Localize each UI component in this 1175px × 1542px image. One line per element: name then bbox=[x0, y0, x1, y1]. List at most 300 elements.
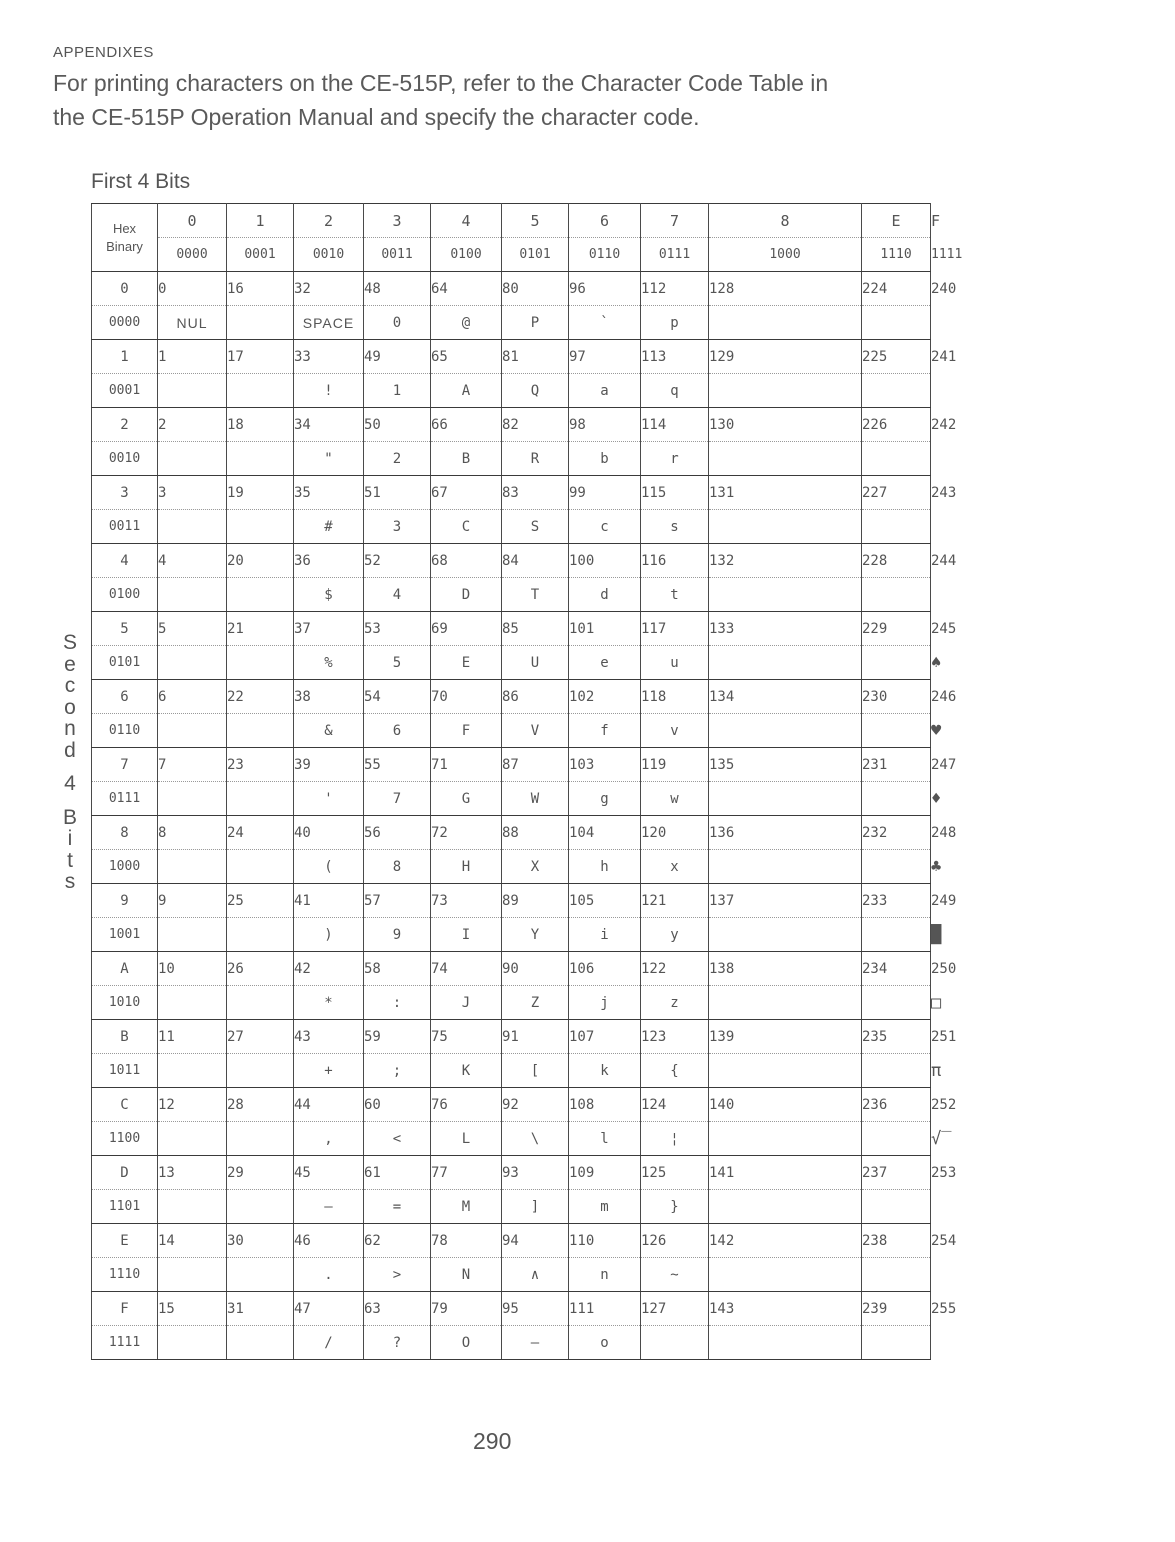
decimal-code: 142 bbox=[709, 1224, 862, 1258]
character-cell: # bbox=[294, 510, 364, 544]
column-binary: 0001 bbox=[227, 238, 294, 272]
character-cell bbox=[227, 782, 294, 816]
second-bits-letter: n bbox=[64, 717, 76, 740]
decimal-code: 99 bbox=[569, 476, 641, 510]
decimal-code: 122 bbox=[641, 952, 709, 986]
decimal-code: 110 bbox=[569, 1224, 641, 1258]
character-cell: % bbox=[294, 646, 364, 680]
character-cell bbox=[862, 1054, 931, 1088]
decimal-code: 16 bbox=[227, 272, 294, 306]
decimal-code: 8 bbox=[158, 816, 227, 850]
character-cell: } bbox=[641, 1190, 709, 1224]
decimal-code: 76 bbox=[431, 1088, 502, 1122]
character-cell: 6 bbox=[364, 714, 431, 748]
character-cell bbox=[227, 442, 294, 476]
character-cell bbox=[709, 374, 862, 408]
character-cell bbox=[641, 1326, 709, 1360]
row-hex: C bbox=[92, 1088, 158, 1122]
character-cell: y bbox=[641, 918, 709, 952]
character-cell bbox=[709, 714, 862, 748]
character-cell: 9 bbox=[364, 918, 431, 952]
character-cell: V bbox=[502, 714, 569, 748]
decimal-code: 7 bbox=[158, 748, 227, 782]
row-binary: 1011 bbox=[92, 1054, 158, 1088]
decimal-code: 22 bbox=[227, 680, 294, 714]
character-cell bbox=[227, 578, 294, 612]
row-binary: 0111 bbox=[92, 782, 158, 816]
character-cell: ' bbox=[294, 782, 364, 816]
table-row-decimal: 8 8 24 40 56 72 88 104 120 136 232 248 bbox=[92, 816, 931, 850]
decimal-code: 236 bbox=[862, 1088, 931, 1122]
table-row-character bbox=[92, 578, 931, 612]
character-cell: l bbox=[569, 1122, 641, 1156]
decimal-code: 135 bbox=[709, 748, 862, 782]
row-binary: 0101 bbox=[92, 646, 158, 680]
table-row-character bbox=[92, 306, 931, 340]
decimal-code: 31 bbox=[227, 1292, 294, 1326]
column-binary: 0011 bbox=[364, 238, 431, 272]
row-binary: 1000 bbox=[92, 850, 158, 884]
decimal-code: 119 bbox=[641, 748, 709, 782]
decimal-code: 56 bbox=[364, 816, 431, 850]
decimal-code: 231 bbox=[862, 748, 931, 782]
table-row-character: 1100 , < L \ l ¦ √‾ bbox=[92, 1122, 931, 1156]
decimal-code: 41 bbox=[294, 884, 364, 918]
decimal-code: 90 bbox=[502, 952, 569, 986]
decimal-code: 2 bbox=[158, 408, 227, 442]
character-cell bbox=[862, 510, 931, 544]
table-row-decimal: 5 5 21 37 53 69 85 101 117 133 229 245 bbox=[92, 612, 931, 646]
character-cell: C bbox=[431, 510, 502, 544]
row-binary: 0000 bbox=[92, 306, 158, 340]
decimal-code: 40 bbox=[294, 816, 364, 850]
character-cell: ~ bbox=[641, 1258, 709, 1292]
character-cell: N bbox=[431, 1258, 502, 1292]
character-cell: ] bbox=[502, 1190, 569, 1224]
character-cell bbox=[862, 714, 931, 748]
character-cell bbox=[227, 1326, 294, 1360]
character-cell: 7 bbox=[364, 782, 431, 816]
decimal-code: 238 bbox=[862, 1224, 931, 1258]
column-hex: 1 bbox=[227, 204, 294, 238]
character-cell: R bbox=[502, 442, 569, 476]
decimal-code: 60 bbox=[364, 1088, 431, 1122]
row-binary: 0110 bbox=[92, 714, 158, 748]
table-row-character: 0101 % 5 E U e u ♠ bbox=[92, 646, 931, 680]
column-binary: 1110 bbox=[862, 238, 931, 272]
decimal-code: 137 bbox=[709, 884, 862, 918]
decimal-code: 114 bbox=[641, 408, 709, 442]
column-hex: 7 bbox=[641, 204, 709, 238]
character-cell bbox=[158, 1190, 227, 1224]
character-cell: L bbox=[431, 1122, 502, 1156]
decimal-code: 33 bbox=[294, 340, 364, 374]
decimal-code: 235 bbox=[862, 1020, 931, 1054]
column-hex: 0 bbox=[158, 204, 227, 238]
row-binary: 0011 bbox=[92, 510, 158, 544]
character-cell bbox=[709, 1054, 862, 1088]
character-cell bbox=[709, 1326, 862, 1360]
decimal-code: 136 bbox=[709, 816, 862, 850]
decimal-code: 84 bbox=[502, 544, 569, 578]
decimal-code: 26 bbox=[227, 952, 294, 986]
character-cell: ! bbox=[294, 374, 364, 408]
table-row-character bbox=[92, 442, 931, 476]
decimal-code: 57 bbox=[364, 884, 431, 918]
character-cell bbox=[709, 986, 862, 1020]
decimal-code: 125 bbox=[641, 1156, 709, 1190]
column-binary: 0010 bbox=[294, 238, 364, 272]
decimal-code: 133 bbox=[709, 612, 862, 646]
character-cell bbox=[158, 1122, 227, 1156]
column-binary: 0101 bbox=[502, 238, 569, 272]
decimal-code: 13 bbox=[158, 1156, 227, 1190]
decimal-code: 27 bbox=[227, 1020, 294, 1054]
character-cell: > bbox=[364, 1258, 431, 1292]
character-cell bbox=[709, 578, 862, 612]
decimal-code: 93 bbox=[502, 1156, 569, 1190]
decimal-code: 66 bbox=[431, 408, 502, 442]
table-row-decimal: A 10 26 42 58 74 90 106 122 138 234 250 bbox=[92, 952, 931, 986]
character-cell bbox=[227, 306, 294, 340]
character-cell bbox=[862, 850, 931, 884]
intro-paragraph bbox=[53, 66, 953, 134]
decimal-code: 61 bbox=[364, 1156, 431, 1190]
decimal-code: 120 bbox=[641, 816, 709, 850]
row-binary: 1110 bbox=[92, 1258, 158, 1292]
character-cell bbox=[709, 1122, 862, 1156]
decimal-code: 55 bbox=[364, 748, 431, 782]
table-row-decimal: 1 1 17 33 49 65 81 97 113 129 225 241 bbox=[92, 340, 931, 374]
column-binary: 1000 bbox=[709, 238, 862, 272]
decimal-code: 121 bbox=[641, 884, 709, 918]
character-cell bbox=[227, 646, 294, 680]
decimal-code: 226 bbox=[862, 408, 931, 442]
row-binary: 0001 bbox=[92, 374, 158, 408]
table-row-decimal: F 15 31 47 63 79 95 111 127 143 239 255 bbox=[92, 1292, 931, 1326]
decimal-code: 132 bbox=[709, 544, 862, 578]
decimal-code: 0 bbox=[158, 272, 227, 306]
decimal-code: 44 bbox=[294, 1088, 364, 1122]
decimal-code: 106 bbox=[569, 952, 641, 986]
decimal-code: 74 bbox=[431, 952, 502, 986]
decimal-code: 227 bbox=[862, 476, 931, 510]
decimal-code: 68 bbox=[431, 544, 502, 578]
character-cell bbox=[709, 918, 862, 952]
decimal-code: 64 bbox=[431, 272, 502, 306]
character-cell: r bbox=[641, 442, 709, 476]
character-cell: E bbox=[431, 646, 502, 680]
table-row-decimal: D 13 29 45 61 77 93 109 125 141 237 253 bbox=[92, 1156, 931, 1190]
character-cell bbox=[227, 986, 294, 1020]
decimal-code: 134 bbox=[709, 680, 862, 714]
character-cell bbox=[158, 986, 227, 1020]
decimal-code: 37 bbox=[294, 612, 364, 646]
character-cell: s bbox=[641, 510, 709, 544]
decimal-code: 73 bbox=[431, 884, 502, 918]
character-cell: P bbox=[502, 306, 569, 340]
intro-line: For printing characters on the CE-515P, refer to the Character Code Table in bbox=[53, 70, 829, 96]
row-hex: F bbox=[92, 1292, 158, 1326]
character-cell bbox=[709, 510, 862, 544]
decimal-code: 233 bbox=[862, 884, 931, 918]
decimal-code: 102 bbox=[569, 680, 641, 714]
character-cell: < bbox=[364, 1122, 431, 1156]
character-cell bbox=[862, 918, 931, 952]
decimal-code: 95 bbox=[502, 1292, 569, 1326]
character-cell: D bbox=[431, 578, 502, 612]
decimal-code: 42 bbox=[294, 952, 364, 986]
decimal-code: 28 bbox=[227, 1088, 294, 1122]
character-cell: X bbox=[502, 850, 569, 884]
decimal-code: 78 bbox=[431, 1224, 502, 1258]
decimal-code: 86 bbox=[502, 680, 569, 714]
character-cell bbox=[862, 1258, 931, 1292]
column-binary: 0111 bbox=[641, 238, 709, 272]
character-cell bbox=[158, 578, 227, 612]
decimal-code: 232 bbox=[862, 816, 931, 850]
decimal-code: 124 bbox=[641, 1088, 709, 1122]
character-cell bbox=[709, 850, 862, 884]
row-binary: 0010 bbox=[92, 442, 158, 476]
character-cell bbox=[158, 646, 227, 680]
table-row-character: 1011 + ; K [ k { π bbox=[92, 1054, 931, 1088]
character-cell bbox=[158, 1258, 227, 1292]
character-cell: o bbox=[569, 1326, 641, 1360]
character-cell: * bbox=[294, 986, 364, 1020]
column-binary: 0000 bbox=[158, 238, 227, 272]
row-hex: 1 bbox=[92, 340, 158, 374]
decimal-code: 85 bbox=[502, 612, 569, 646]
character-cell: O bbox=[431, 1326, 502, 1360]
decimal-code: 30 bbox=[227, 1224, 294, 1258]
decimal-code: 72 bbox=[431, 816, 502, 850]
decimal-code: 105 bbox=[569, 884, 641, 918]
decimal-code: 1 bbox=[158, 340, 227, 374]
character-cell bbox=[709, 646, 862, 680]
character-cell: p bbox=[641, 306, 709, 340]
character-cell bbox=[862, 646, 931, 680]
row-hex: D bbox=[92, 1156, 158, 1190]
character-cell: = bbox=[364, 1190, 431, 1224]
character-cell bbox=[862, 442, 931, 476]
character-cell bbox=[158, 714, 227, 748]
row-hex: 6 bbox=[92, 680, 158, 714]
decimal-code: 9 bbox=[158, 884, 227, 918]
character-cell: : bbox=[364, 986, 431, 1020]
decimal-code: 10 bbox=[158, 952, 227, 986]
second-bits-letter: t bbox=[67, 848, 73, 872]
row-binary: 1001 bbox=[92, 918, 158, 952]
decimal-code: 100 bbox=[569, 544, 641, 578]
character-cell: k bbox=[569, 1054, 641, 1088]
intro-line: the CE-515P Operation Manual and specify the character code. bbox=[53, 104, 700, 130]
decimal-code: 80 bbox=[502, 272, 569, 306]
decimal-code: 19 bbox=[227, 476, 294, 510]
character-cell: NUL bbox=[158, 306, 227, 340]
character-cell: c bbox=[569, 510, 641, 544]
character-cell: B bbox=[431, 442, 502, 476]
table-row-character: 1010 * : J Z j z □ bbox=[92, 986, 931, 1020]
character-cell: v bbox=[641, 714, 709, 748]
corner-cell bbox=[92, 204, 158, 272]
decimal-code: 11 bbox=[158, 1020, 227, 1054]
character-cell: b bbox=[569, 442, 641, 476]
character-cell: j bbox=[569, 986, 641, 1020]
character-cell bbox=[709, 306, 862, 340]
row-hex: E bbox=[92, 1224, 158, 1258]
character-cell: e bbox=[569, 646, 641, 680]
character-cell bbox=[158, 782, 227, 816]
decimal-code: 24 bbox=[227, 816, 294, 850]
second-bits-letter: 4 bbox=[64, 772, 76, 795]
character-cell: A bbox=[431, 374, 502, 408]
second-bits-label bbox=[58, 632, 82, 893]
row-hex: 9 bbox=[92, 884, 158, 918]
character-cell: 4 bbox=[364, 578, 431, 612]
table-row-decimal: 0 0 16 32 48 64 80 96 112 128 224 240 bbox=[92, 272, 931, 306]
table-row-character bbox=[92, 510, 931, 544]
table-row-decimal: 7 7 23 39 55 71 87 103 119 135 231 247 bbox=[92, 748, 931, 782]
character-cell: SPACE bbox=[294, 306, 364, 340]
character-cell bbox=[227, 510, 294, 544]
decimal-code: 39 bbox=[294, 748, 364, 782]
column-hex: 6 bbox=[569, 204, 641, 238]
character-cell: w bbox=[641, 782, 709, 816]
column-hex: 2 bbox=[294, 204, 364, 238]
decimal-code: 25 bbox=[227, 884, 294, 918]
character-cell: \ bbox=[502, 1122, 569, 1156]
row-hex: 2 bbox=[92, 408, 158, 442]
decimal-code: 45 bbox=[294, 1156, 364, 1190]
table-row-character bbox=[92, 374, 931, 408]
character-cell: 0 bbox=[364, 306, 431, 340]
decimal-code: 228 bbox=[862, 544, 931, 578]
character-cell: d bbox=[569, 578, 641, 612]
decimal-code: 123 bbox=[641, 1020, 709, 1054]
decimal-code: 129 bbox=[709, 340, 862, 374]
decimal-code: 50 bbox=[364, 408, 431, 442]
column-hex: E bbox=[862, 204, 931, 238]
character-cell bbox=[862, 578, 931, 612]
decimal-code: 91 bbox=[502, 1020, 569, 1054]
row-hex: 3 bbox=[92, 476, 158, 510]
character-cell: W bbox=[502, 782, 569, 816]
row-hex: 4 bbox=[92, 544, 158, 578]
decimal-code: 126 bbox=[641, 1224, 709, 1258]
character-cell bbox=[158, 1054, 227, 1088]
character-cell: 3 bbox=[364, 510, 431, 544]
decimal-code: 35 bbox=[294, 476, 364, 510]
decimal-code: 239 bbox=[862, 1292, 931, 1326]
table-row-character: 0110 & 6 F V f v ♥ bbox=[92, 714, 931, 748]
decimal-code: 29 bbox=[227, 1156, 294, 1190]
character-cell: ; bbox=[364, 1054, 431, 1088]
decimal-code: 225 bbox=[862, 340, 931, 374]
row-hex: B bbox=[92, 1020, 158, 1054]
table-row-decimal: 6 6 22 38 54 70 86 102 118 134 230 246 bbox=[92, 680, 931, 714]
decimal-code: 12 bbox=[158, 1088, 227, 1122]
character-cell bbox=[862, 986, 931, 1020]
decimal-code: 128 bbox=[709, 272, 862, 306]
second-bits-letter: d bbox=[64, 738, 76, 762]
second-bits-letter: e bbox=[64, 652, 76, 676]
character-cell: i bbox=[569, 918, 641, 952]
table-row-character bbox=[92, 1326, 931, 1360]
decimal-code: 140 bbox=[709, 1088, 862, 1122]
character-cell: G bbox=[431, 782, 502, 816]
row-hex: 5 bbox=[92, 612, 158, 646]
decimal-code: 138 bbox=[709, 952, 862, 986]
character-cell bbox=[709, 1190, 862, 1224]
column-hex: 4 bbox=[431, 204, 502, 238]
table-row-character bbox=[92, 1258, 931, 1292]
decimal-code: 118 bbox=[641, 680, 709, 714]
decimal-code: 141 bbox=[709, 1156, 862, 1190]
decimal-code: 89 bbox=[502, 884, 569, 918]
character-cell: I bbox=[431, 918, 502, 952]
character-cell bbox=[158, 1326, 227, 1360]
row-binary: 1010 bbox=[92, 986, 158, 1020]
row-hex: 8 bbox=[92, 816, 158, 850]
character-cell bbox=[158, 918, 227, 952]
decimal-code: 98 bbox=[569, 408, 641, 442]
decimal-code: 113 bbox=[641, 340, 709, 374]
character-cell: ¦ bbox=[641, 1122, 709, 1156]
decimal-code: 53 bbox=[364, 612, 431, 646]
character-cell bbox=[709, 782, 862, 816]
character-cell: U bbox=[502, 646, 569, 680]
table-row-decimal: 3 3 19 35 51 67 83 99 115 131 227 243 bbox=[92, 476, 931, 510]
character-cell: t bbox=[641, 578, 709, 612]
decimal-code: 46 bbox=[294, 1224, 364, 1258]
character-cell: ( bbox=[294, 850, 364, 884]
decimal-code: 234 bbox=[862, 952, 931, 986]
character-cell: H bbox=[431, 850, 502, 884]
decimal-code: 65 bbox=[431, 340, 502, 374]
character-cell bbox=[227, 918, 294, 952]
character-cell bbox=[862, 374, 931, 408]
decimal-code: 23 bbox=[227, 748, 294, 782]
character-cell bbox=[158, 510, 227, 544]
decimal-code: 69 bbox=[431, 612, 502, 646]
decimal-code: 111 bbox=[569, 1292, 641, 1326]
second-bits-letter: s bbox=[64, 870, 76, 893]
decimal-code: 59 bbox=[364, 1020, 431, 1054]
decimal-code: 103 bbox=[569, 748, 641, 782]
row-hex: A bbox=[92, 952, 158, 986]
decimal-code: 52 bbox=[364, 544, 431, 578]
character-cell bbox=[709, 442, 862, 476]
character-cell: @ bbox=[431, 306, 502, 340]
second-bits-letter: S bbox=[62, 631, 77, 654]
decimal-code: 109 bbox=[569, 1156, 641, 1190]
character-cell bbox=[862, 1326, 931, 1360]
decimal-code: 77 bbox=[431, 1156, 502, 1190]
first-bits-label: First 4 Bits bbox=[91, 170, 191, 193]
corner-binary-label: Binary bbox=[106, 238, 143, 254]
decimal-code: 82 bbox=[502, 408, 569, 442]
character-cell: Z bbox=[502, 986, 569, 1020]
decimal-code: 4 bbox=[158, 544, 227, 578]
decimal-code: 71 bbox=[431, 748, 502, 782]
character-cell: . bbox=[294, 1258, 364, 1292]
decimal-code: 94 bbox=[502, 1224, 569, 1258]
decimal-code: 117 bbox=[641, 612, 709, 646]
decimal-code: 21 bbox=[227, 612, 294, 646]
table-row-decimal: C 12 28 44 60 76 92 108 124 140 236 252 bbox=[92, 1088, 931, 1122]
decimal-code: 127 bbox=[641, 1292, 709, 1326]
